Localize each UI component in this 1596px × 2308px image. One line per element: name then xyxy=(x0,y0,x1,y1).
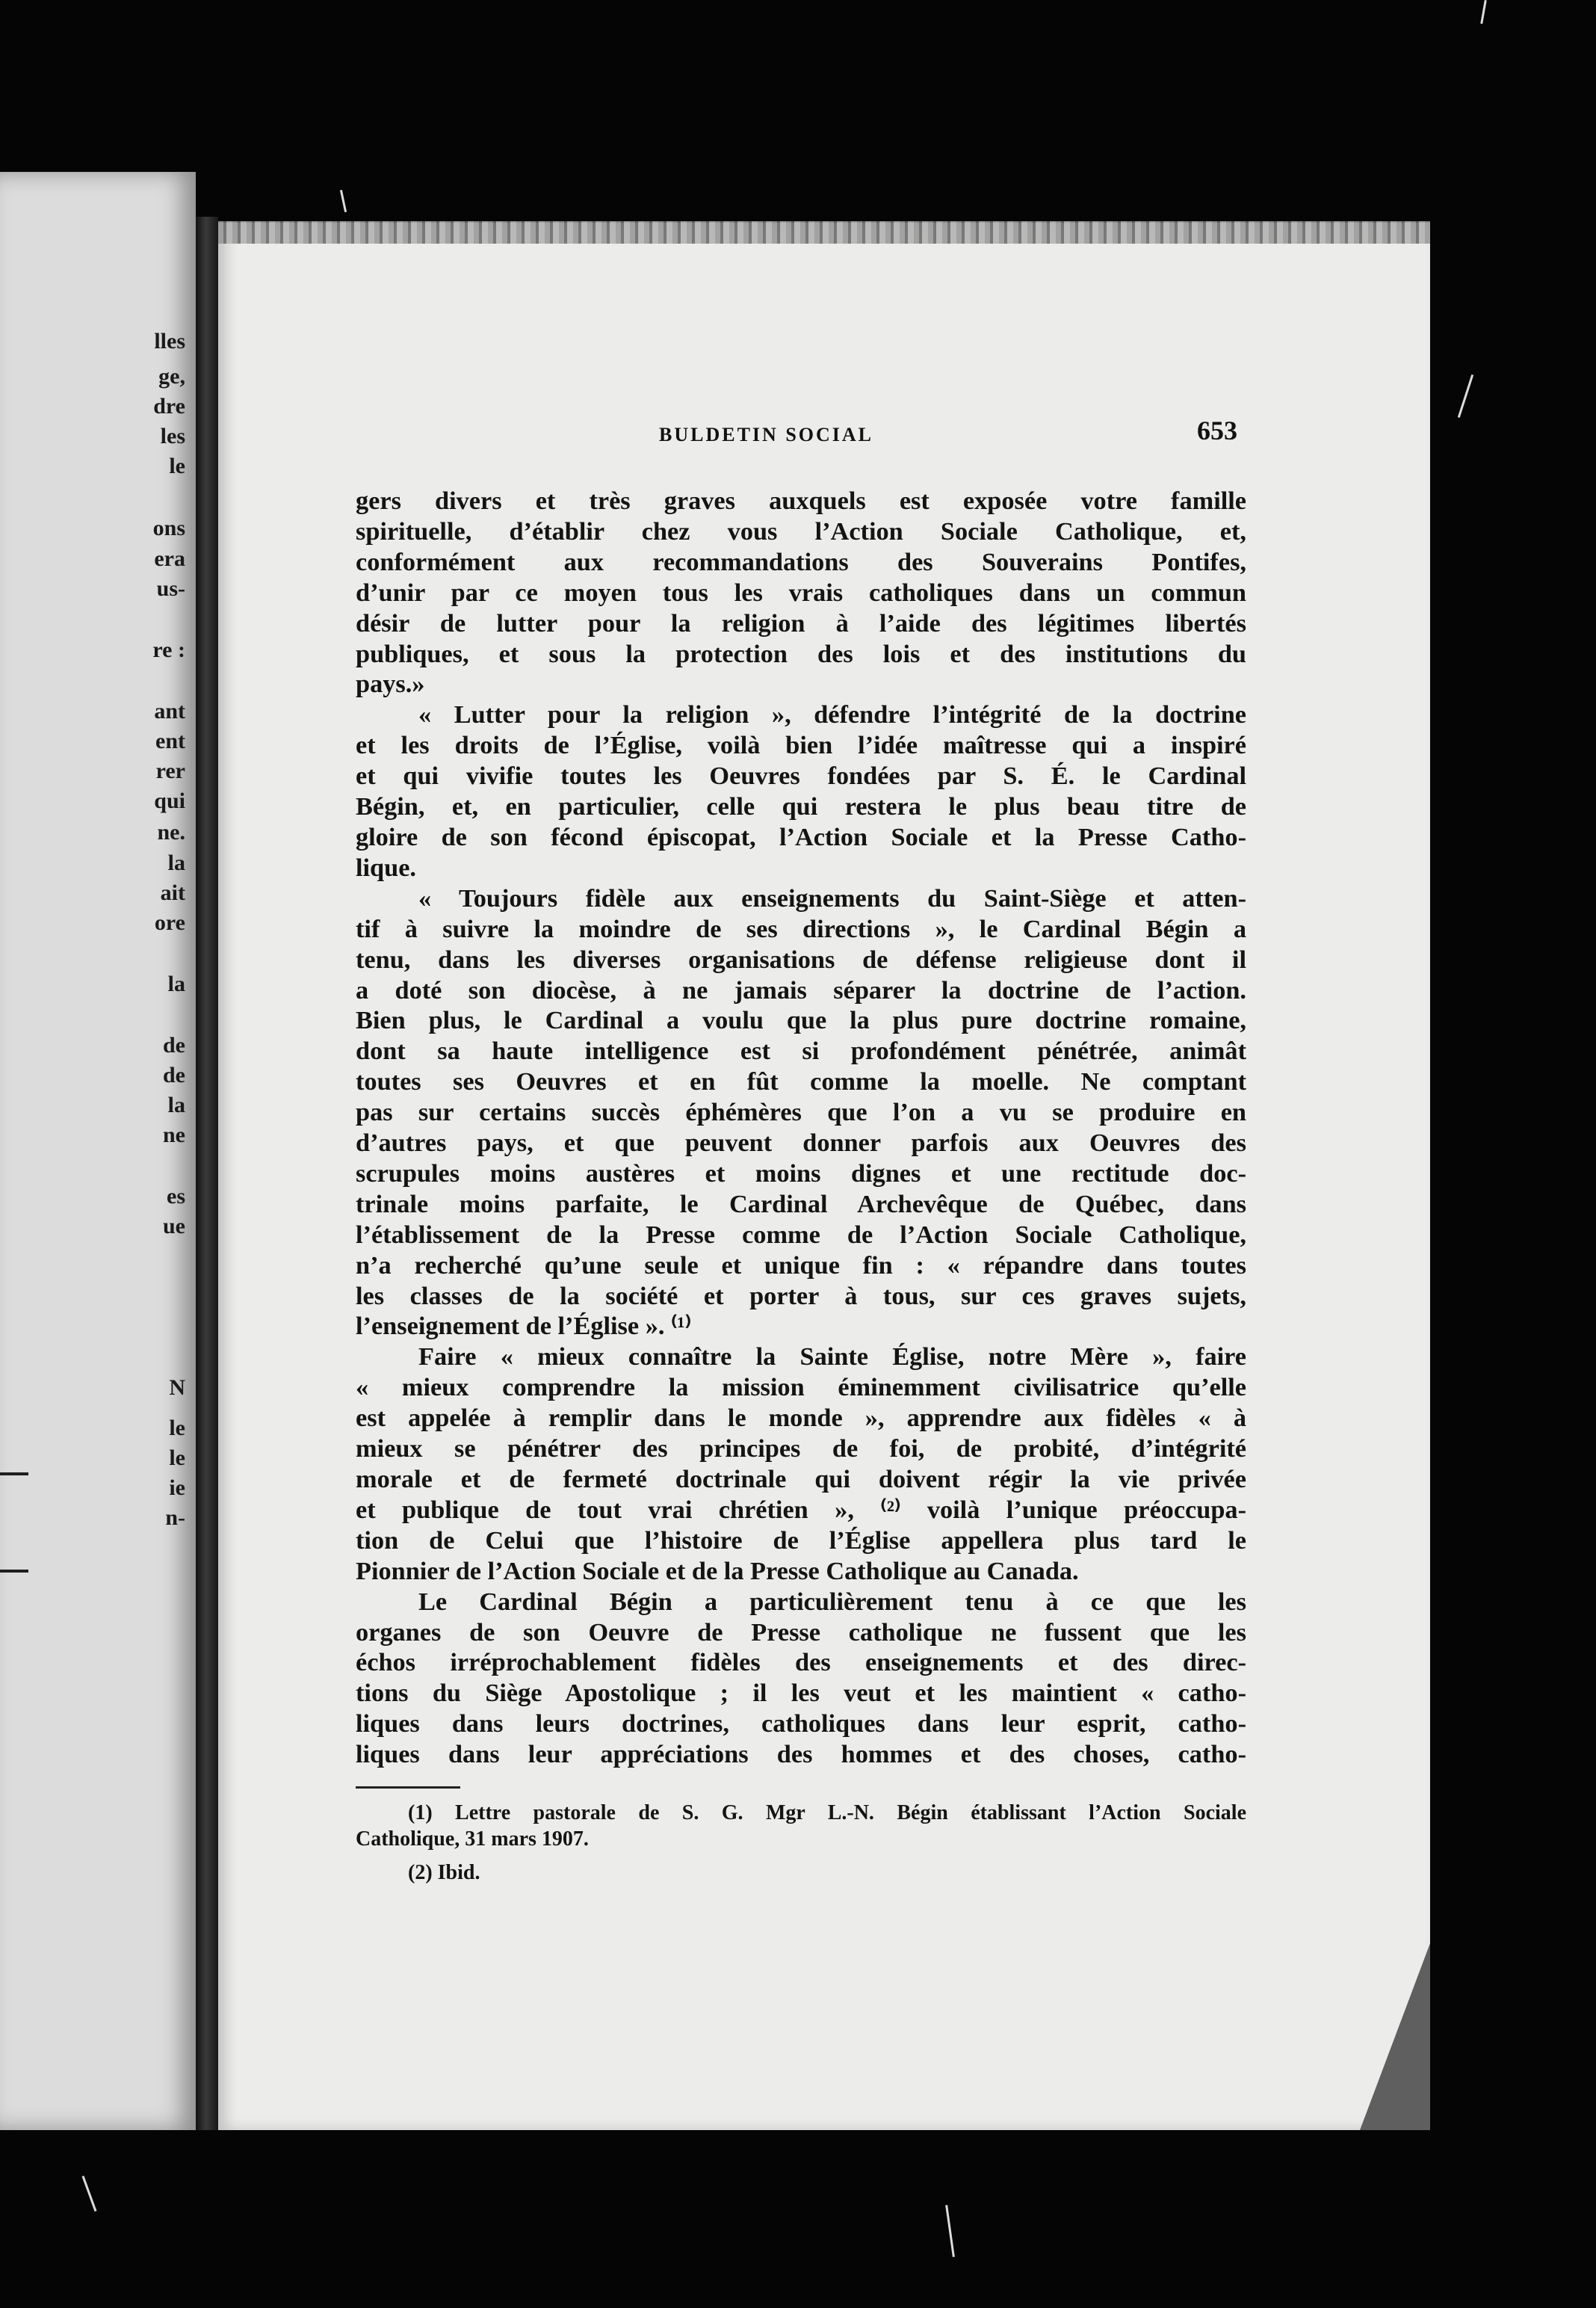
footnotes xyxy=(356,1800,1246,1886)
facing-page-text-fragment: re : xyxy=(152,638,185,662)
film-scratch-mark xyxy=(945,2205,955,2257)
text-line: l’établissement de la Presse comme de l’Action Sociale Catholique, xyxy=(356,1220,1246,1249)
text-line: mieux se pénétrer des principes de foi, de probité, d’intégrité xyxy=(356,1434,1246,1463)
text-line: d’autres pays, et que peuvent donner parfois aux Oeuvres des xyxy=(356,1129,1246,1158)
facing-page-text-fragment: la xyxy=(167,1093,185,1117)
text-line: Pionnier de l’Action Sociale et de la Presse Catholique au Canada. xyxy=(356,1556,1079,1585)
text-line: morale et de fermeté doctrinale qui doivent régir la vie privée xyxy=(356,1465,1246,1493)
film-scratch-mark xyxy=(82,2176,97,2212)
film-scratch-mark xyxy=(1480,0,1487,24)
page-number: 653 xyxy=(1197,416,1237,445)
text-line: pays.» xyxy=(356,670,425,699)
facing-page-text-fragment: ne. xyxy=(157,820,185,845)
facing-page-text-fragment: es xyxy=(167,1184,185,1209)
running-head: BULDETIN SOCIAL xyxy=(659,424,874,445)
text-line: échos irréprochablement fidèles des enseignements et des direc- xyxy=(356,1648,1246,1677)
text-line: organes de son Oeuvre de Presse catholique ne fussent que les xyxy=(356,1617,1246,1647)
facing-page-text-fragment: de xyxy=(163,1063,185,1087)
text-line: « mieux comprendre la mission éminemment civilisatrice qu’elle xyxy=(356,1373,1246,1402)
footnote-line: Catholique, 31 mars 1907. xyxy=(356,1827,589,1851)
facing-page-text-fragment: de xyxy=(163,1033,185,1058)
text-line: et qui vivifie toutes les Oeuvres fondées par S. É. le Cardinal xyxy=(356,762,1246,791)
text-line: toutes ses Oeuvres et en fût comme la moelle. Ne comptant xyxy=(356,1067,1246,1096)
text-line: tenu, dans les diverses organisations de défense religieuse dont il xyxy=(356,945,1246,974)
text-line: Le Cardinal Bégin a particulièrement tenu à ce que les xyxy=(418,1587,1246,1616)
facing-page-text-fragment: rer xyxy=(155,759,185,783)
text-line: tion de Celui que l’histoire de l’Église appellera plus tard le xyxy=(356,1525,1246,1555)
facing-page-text-fragment: qui xyxy=(154,789,185,813)
facing-page-rule xyxy=(0,1570,28,1573)
facing-page-text-fragment: era xyxy=(154,546,185,571)
text-line: n’a recherché qu’une seule et unique fin : « répandre dans toutes xyxy=(356,1250,1246,1280)
text-line: trinale moins parfaite, le Cardinal Archevêque de Québec, dans xyxy=(356,1189,1246,1218)
facing-page-text-fragment: la xyxy=(167,851,185,875)
text-line: tions du Siège Apostolique ; il les veut et les maintient « catho- xyxy=(356,1679,1246,1708)
text-line: est appelée à remplir dans le monde », apprendre aux fidèles « à xyxy=(356,1404,1246,1433)
text-line: spirituelle, d’établir chez vous l’Action Sociale Catholique, et, xyxy=(356,516,1246,546)
facing-page-text-fragment: le xyxy=(169,1445,185,1470)
facing-page-text-fragment: us- xyxy=(156,576,185,601)
text-line: gloire de son fécond épiscopat, l’Action Sociale et la Presse Catho- xyxy=(356,822,1246,851)
film-scratch-mark xyxy=(340,190,347,212)
text-line: scrupules moins austères et moins dignes et une rectitude doc- xyxy=(356,1158,1246,1188)
text-line: « Toujours fidèle aux enseignements du Saint-Siège et atten- xyxy=(418,883,1246,913)
footnote-line: (2) Ibid. xyxy=(408,1861,480,1884)
text-line: tif à suivre la moindre de ses directions », le Cardinal Bégin a xyxy=(356,914,1246,943)
facing-page-text-fragment: ne xyxy=(163,1123,185,1147)
text-line: Bégin, et, en particulier, celle qui restera le plus beau titre de xyxy=(356,792,1246,821)
facing-page-text-fragment: lles xyxy=(154,329,185,354)
text-line: publiques, et sous la protection des lois et des institutions du xyxy=(356,639,1246,668)
text-line: dont sa haute intelligence est si profondément pénétrée, animât xyxy=(356,1037,1246,1066)
text-line: Bien plus, le Cardinal a voulu que la plus pure doctrine romaine, xyxy=(356,1006,1246,1035)
text-line: les classes de la société et porter à tous, sur ces graves sujets, xyxy=(356,1281,1246,1310)
text-line: conformément aux recommandations des Souverains Pontifes, xyxy=(356,547,1246,576)
text-line: Faire « mieux connaître la Sainte Église, notre Mère », faire xyxy=(418,1342,1246,1371)
footnote-rule xyxy=(356,1786,460,1789)
text-line: gers divers et très graves auxquels est exposée votre famille xyxy=(356,487,1246,515)
text-line: et publique de tout vrai chrétien », ⁽²⁾ voilà l’unique préoccupa- xyxy=(356,1495,1246,1524)
text-line: lique. xyxy=(356,853,417,882)
text-line: l’enseignement de l’Église ». ⁽¹⁾ xyxy=(356,1312,692,1341)
facing-page-rule xyxy=(0,1472,28,1475)
footnote-line: (1) Lettre pastorale de S. G. Mgr L.-N. Bégin établissant l’Action Sociale xyxy=(408,1801,1246,1824)
text-line: d’unir par ce moyen tous les vrais catholiques dans un commun xyxy=(356,578,1246,607)
text-line: et les droits de l’Église, voilà bien l’idée maîtresse qui a inspiré xyxy=(356,731,1246,760)
facing-page-text-fragment: ant xyxy=(154,699,185,723)
facing-page-text-fragment: ent xyxy=(155,729,185,753)
facing-page-text-fragment: ait xyxy=(160,880,185,905)
book-gutter xyxy=(196,217,218,2130)
facing-page-text-fragment: ue xyxy=(163,1214,185,1238)
text-line: pas sur certains succès éphémères que l’on a vu se produire en xyxy=(356,1098,1246,1127)
facing-page-text-fragment: la xyxy=(167,972,185,996)
facing-page-left xyxy=(0,172,196,2130)
facing-page-text-fragment: le xyxy=(169,454,185,478)
text-line: a doté son diocèse, à ne jamais séparer la doctrine de l’action. xyxy=(356,975,1246,1005)
facing-page-text-fragment: ie xyxy=(169,1475,185,1500)
facing-page-text-fragment: les xyxy=(160,424,185,448)
facing-page-text-fragment: ge, xyxy=(158,364,185,389)
facing-page-text-fragment: ore xyxy=(154,910,185,935)
facing-page-text-fragment: N xyxy=(169,1375,185,1400)
page-top-edge xyxy=(218,221,1430,244)
body-text xyxy=(356,486,1246,1770)
facing-page-text-fragment: le xyxy=(169,1416,185,1440)
facing-page-text-fragment: dre xyxy=(153,394,185,419)
text-line: « Lutter pour la religion », défendre l’intégrité de la doctrine xyxy=(418,700,1246,729)
film-scratch-mark xyxy=(1458,374,1473,418)
facing-page-text-fragment: ons xyxy=(152,516,185,540)
text-line: liques dans leur appréciations des hommes et des choses, catho- xyxy=(356,1740,1246,1769)
text-line: désir de lutter pour la religion à l’aide des légitimes libertés xyxy=(356,608,1246,638)
text-line: liques dans leurs doctrines, catholiques dans leur esprit, catho- xyxy=(356,1709,1246,1738)
facing-page-text-fragment: n- xyxy=(165,1505,185,1530)
